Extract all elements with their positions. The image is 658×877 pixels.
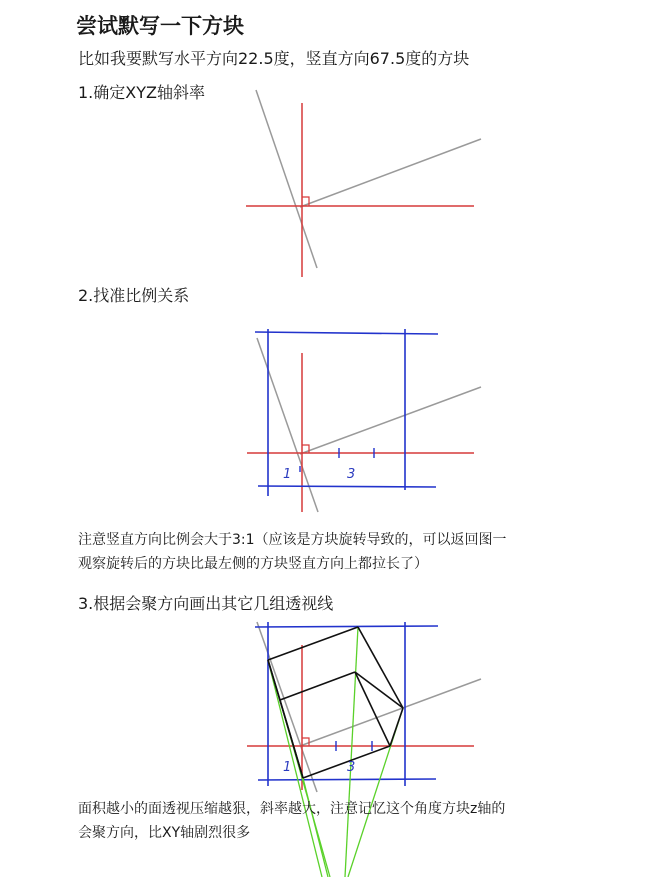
fig3-blue-top (255, 626, 438, 627)
ratio-note-line-1: 注意竖直方向比例会大于3:1（应该是方块旋转导致的，可以返回图一 (78, 532, 507, 548)
fig3-cube-edge-top-left (268, 627, 358, 660)
fig3-blue-bottom (258, 779, 436, 780)
step-3-heading: 3.根据会聚方向画出其它几组透视线 (78, 594, 334, 613)
fig3-cube-edge-right-bottom (390, 708, 403, 746)
figure-2-proportion (247, 329, 481, 512)
z-note-line-1: 面积越小的面透视压缩越狠，斜率越大，注意记忆这个角度方块z轴的 (78, 801, 506, 817)
figure-3-cube (247, 622, 481, 877)
page-title: 尝试默写一下方块 (76, 14, 244, 38)
fig2-blue-bottom (258, 486, 436, 487)
fig3-green-1 (268, 660, 322, 877)
fig3-cube-inner-right (355, 672, 403, 708)
z-note-line-2: 会聚方向，比XY轴剧烈很多 (78, 825, 251, 841)
fig2-label-one: 1 (283, 467, 292, 482)
fig3-green-3 (345, 627, 358, 877)
subtitle: 比如我要默写水平方向22.5度，竖直方向67.5度的方块 (78, 49, 470, 68)
fig2-label-three: 3 (347, 467, 356, 482)
figure-1-axes (246, 90, 481, 277)
fig3-cube-inner-vertical (355, 672, 390, 746)
fig1-gray-diagonal (256, 90, 317, 268)
step-1-heading: 1.确定XYZ轴斜率 (78, 83, 205, 102)
fig3-label-one: 1 (283, 760, 292, 775)
fig1-gray-shallow (300, 139, 481, 207)
fig3-label-three: 3 (347, 760, 356, 775)
fig2-blue-top (255, 332, 438, 334)
fig3-gray-shallow (300, 679, 481, 746)
ratio-note-line-2: 观察旋转后的方块比最左侧的方块竖直方向上都拉长了） (78, 556, 428, 572)
fig3-cube-edge-right-top (358, 627, 403, 708)
step-2-heading: 2.找准比例关系 (78, 286, 190, 305)
fig2-gray-shallow (300, 387, 481, 454)
fig3-cube-inner-top (280, 672, 355, 700)
